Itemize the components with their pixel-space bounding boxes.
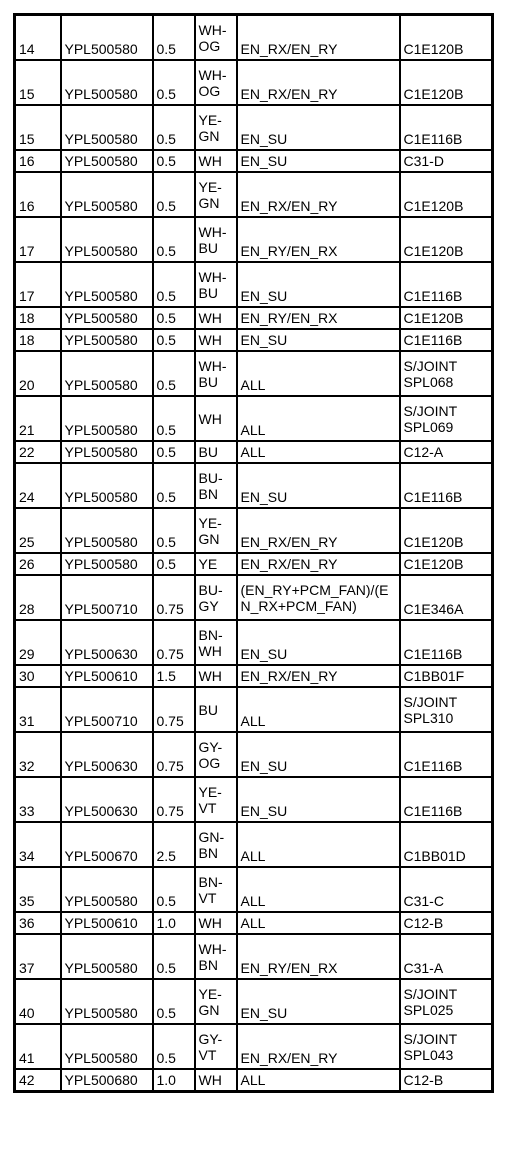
wire-size-cell: 0.75 [153,777,195,822]
wire-color-cell: YE-GN [195,979,237,1024]
table-row [15,553,493,575]
variant-cell: EN_SU [237,979,400,1024]
circuit-number-cell: 37 [15,934,61,979]
connector-cell: C1E120B [400,553,493,575]
table-row [15,934,493,979]
connector-cell: S/JOINT SPL025 [400,979,493,1024]
part-number-cell: YPL500580 [61,172,153,217]
circuit-number-cell: 20 [15,351,61,396]
wire-size-cell: 1.5 [153,665,195,687]
part-number-cell: YPL500580 [61,553,153,575]
circuit-number-cell: 34 [15,822,61,867]
variant-cell: ALL [237,441,400,463]
wire-size-cell: 0.5 [153,1024,195,1069]
circuit-number-cell: 16 [15,150,61,172]
circuit-number-cell: 29 [15,620,61,665]
connector-cell: C12-A [400,441,493,463]
circuit-number-cell: 18 [15,307,61,329]
connector-cell: C31-D [400,150,493,172]
wire-color-cell: GY-OG [195,732,237,777]
variant-cell: EN_RX/EN_RY [237,508,400,553]
part-number-cell: YPL500710 [61,687,153,732]
variant-cell: EN_SU [237,732,400,777]
wire-size-cell: 0.5 [153,150,195,172]
circuit-number-cell: 30 [15,665,61,687]
connector-cell: C1E116B [400,105,493,150]
circuit-number-cell: 25 [15,508,61,553]
part-number-cell: YPL500610 [61,665,153,687]
connector-cell: C12-B [400,1069,493,1092]
table-row [15,1069,493,1092]
wire-size-cell: 0.5 [153,867,195,912]
variant-cell: EN_RY/EN_RX [237,934,400,979]
circuit-number-cell: 28 [15,575,61,620]
table-row [15,912,493,934]
part-number-cell: YPL500580 [61,217,153,262]
variant-cell: EN_SU [237,262,400,307]
circuit-number-cell: 32 [15,732,61,777]
circuit-number-cell: 36 [15,912,61,934]
part-number-cell: YPL500580 [61,463,153,508]
connector-cell: C1E346A [400,575,493,620]
wire-color-cell: YE-GN [195,105,237,150]
connector-cell: C1E120B [400,15,493,61]
variant-cell: EN_SU [237,620,400,665]
connector-cell: C1BB01D [400,822,493,867]
circuit-number-cell: 40 [15,979,61,1024]
variant-cell: ALL [237,822,400,867]
connector-cell: S/JOINT SPL069 [400,396,493,441]
part-number-cell: YPL500580 [61,1024,153,1069]
circuit-number-cell: 14 [15,15,61,61]
circuit-number-cell: 35 [15,867,61,912]
wire-color-cell: WH-OG [195,60,237,105]
variant-cell: EN_RX/EN_RY [237,665,400,687]
variant-cell: (EN_RY+PCM_FAN)/(EN_RX+PCM_FAN) [237,575,400,620]
wire-size-cell: 0.5 [153,934,195,979]
variant-cell: ALL [237,912,400,934]
wire-color-cell: BN-VT [195,867,237,912]
wire-color-cell: GY-VT [195,1024,237,1069]
part-number-cell: YPL500580 [61,15,153,61]
connector-cell: C1E120B [400,508,493,553]
variant-cell: EN_RX/EN_RY [237,172,400,217]
table-row [15,262,493,307]
circuit-number-cell: 33 [15,777,61,822]
wire-color-cell: BU [195,441,237,463]
wire-size-cell: 0.5 [153,307,195,329]
wire-color-cell: WH [195,1069,237,1092]
wire-color-cell: WH-OG [195,15,237,61]
part-number-cell: YPL500710 [61,575,153,620]
circuit-number-cell: 17 [15,262,61,307]
wire-color-cell: WH [195,329,237,351]
table-row [15,150,493,172]
wire-color-cell: YE-VT [195,777,237,822]
connector-cell: C31-A [400,934,493,979]
part-number-cell: YPL500580 [61,60,153,105]
wire-color-cell: WH [195,912,237,934]
wire-color-cell: WH [195,150,237,172]
table-row [15,665,493,687]
connector-cell: C1E116B [400,620,493,665]
table-row [15,441,493,463]
wire-size-cell: 0.5 [153,508,195,553]
table-row [15,217,493,262]
connector-cell: C1E116B [400,732,493,777]
variant-cell: EN_SU [237,463,400,508]
wire-size-cell: 2.5 [153,822,195,867]
circuit-number-cell: 17 [15,217,61,262]
variant-cell: ALL [237,1069,400,1092]
connector-cell: S/JOINT SPL043 [400,1024,493,1069]
wire-size-cell: 0.5 [153,262,195,307]
wire-color-cell: BU-GY [195,575,237,620]
wire-size-cell: 0.5 [153,15,195,61]
circuit-number-cell: 26 [15,553,61,575]
part-number-cell: YPL500580 [61,150,153,172]
wire-size-cell: 0.75 [153,620,195,665]
wire-size-cell: 1.0 [153,1069,195,1092]
wire-size-cell: 0.5 [153,351,195,396]
part-number-cell: YPL500580 [61,508,153,553]
wire-size-cell: 0.5 [153,105,195,150]
variant-cell: ALL [237,396,400,441]
circuit-number-cell: 15 [15,60,61,105]
table-row [15,687,493,732]
wire-size-cell: 0.5 [153,979,195,1024]
variant-cell: EN_RX/EN_RY [237,15,400,61]
variant-cell: EN_RY/EN_RX [237,217,400,262]
circuit-number-cell: 42 [15,1069,61,1092]
part-number-cell: YPL500580 [61,329,153,351]
connector-cell: C1E116B [400,463,493,508]
wire-color-cell: WH-BU [195,217,237,262]
wire-color-cell: BU [195,687,237,732]
connector-cell: C1BB01F [400,665,493,687]
wire-size-cell: 0.75 [153,687,195,732]
wire-color-cell: WH [195,665,237,687]
wire-color-cell: WH-BU [195,351,237,396]
part-number-cell: YPL500580 [61,307,153,329]
circuit-number-cell: 24 [15,463,61,508]
wire-size-cell: 0.5 [153,396,195,441]
connector-cell: C1E120B [400,172,493,217]
part-number-cell: YPL500580 [61,979,153,1024]
wire-size-cell: 0.75 [153,575,195,620]
wire-color-cell: YE [195,553,237,575]
table-row [15,979,493,1024]
table-row [15,732,493,777]
wire-size-cell: 0.5 [153,217,195,262]
table-row [15,172,493,217]
variant-cell: EN_RY/EN_RX [237,307,400,329]
table-row [15,15,493,61]
connector-cell: C1E116B [400,777,493,822]
wiring-table [13,13,494,1093]
table-row [15,329,493,351]
table-row [15,1024,493,1069]
part-number-cell: YPL500580 [61,934,153,979]
wire-color-cell: YE-GN [195,508,237,553]
connector-cell: C1E120B [400,217,493,262]
variant-cell: EN_RX/EN_RY [237,1024,400,1069]
wire-color-cell: WH [195,307,237,329]
wire-color-cell: BU-BN [195,463,237,508]
table-row [15,60,493,105]
wire-color-cell: YE-GN [195,172,237,217]
connector-cell: C1E116B [400,262,493,307]
wire-color-cell: GN-BN [195,822,237,867]
wire-color-cell: BN-WH [195,620,237,665]
circuit-number-cell: 15 [15,105,61,150]
circuit-number-cell: 31 [15,687,61,732]
table-row [15,620,493,665]
variant-cell: ALL [237,867,400,912]
connector-cell: S/JOINT SPL310 [400,687,493,732]
part-number-cell: YPL500630 [61,732,153,777]
connector-cell: C1E120B [400,307,493,329]
variant-cell: EN_RX/EN_RY [237,60,400,105]
variant-cell: ALL [237,351,400,396]
variant-cell: EN_SU [237,777,400,822]
wire-size-cell: 0.5 [153,553,195,575]
table-row [15,307,493,329]
part-number-cell: YPL500580 [61,262,153,307]
wire-size-cell: 0.5 [153,329,195,351]
connector-cell: C12-B [400,912,493,934]
variant-cell: EN_RX/EN_RY [237,553,400,575]
variant-cell: EN_SU [237,329,400,351]
part-number-cell: YPL500680 [61,1069,153,1092]
circuit-number-cell: 18 [15,329,61,351]
part-number-cell: YPL500580 [61,396,153,441]
wire-size-cell: 0.5 [153,441,195,463]
table-row [15,822,493,867]
wiring-table-container [13,13,491,1093]
table-row [15,777,493,822]
circuit-number-cell: 22 [15,441,61,463]
table-row [15,867,493,912]
part-number-cell: YPL500580 [61,351,153,396]
wiring-table-body [15,15,493,1092]
circuit-number-cell: 41 [15,1024,61,1069]
part-number-cell: YPL500670 [61,822,153,867]
table-row [15,463,493,508]
part-number-cell: YPL500580 [61,867,153,912]
circuit-number-cell: 21 [15,396,61,441]
wire-size-cell: 0.5 [153,463,195,508]
table-row [15,105,493,150]
part-number-cell: YPL500630 [61,620,153,665]
part-number-cell: YPL500580 [61,105,153,150]
wire-size-cell: 1.0 [153,912,195,934]
variant-cell: EN_SU [237,105,400,150]
wire-color-cell: WH [195,396,237,441]
part-number-cell: YPL500580 [61,441,153,463]
wire-color-cell: WH-BN [195,934,237,979]
variant-cell: ALL [237,687,400,732]
wire-size-cell: 0.5 [153,172,195,217]
part-number-cell: YPL500610 [61,912,153,934]
connector-cell: C1E116B [400,329,493,351]
connector-cell: C31-C [400,867,493,912]
wire-size-cell: 0.5 [153,60,195,105]
table-row [15,351,493,396]
table-row [15,575,493,620]
wire-size-cell: 0.75 [153,732,195,777]
part-number-cell: YPL500630 [61,777,153,822]
connector-cell: S/JOINT SPL068 [400,351,493,396]
connector-cell: C1E120B [400,60,493,105]
variant-cell: EN_SU [237,150,400,172]
wire-color-cell: WH-BU [195,262,237,307]
table-row [15,396,493,441]
circuit-number-cell: 16 [15,172,61,217]
table-row [15,508,493,553]
